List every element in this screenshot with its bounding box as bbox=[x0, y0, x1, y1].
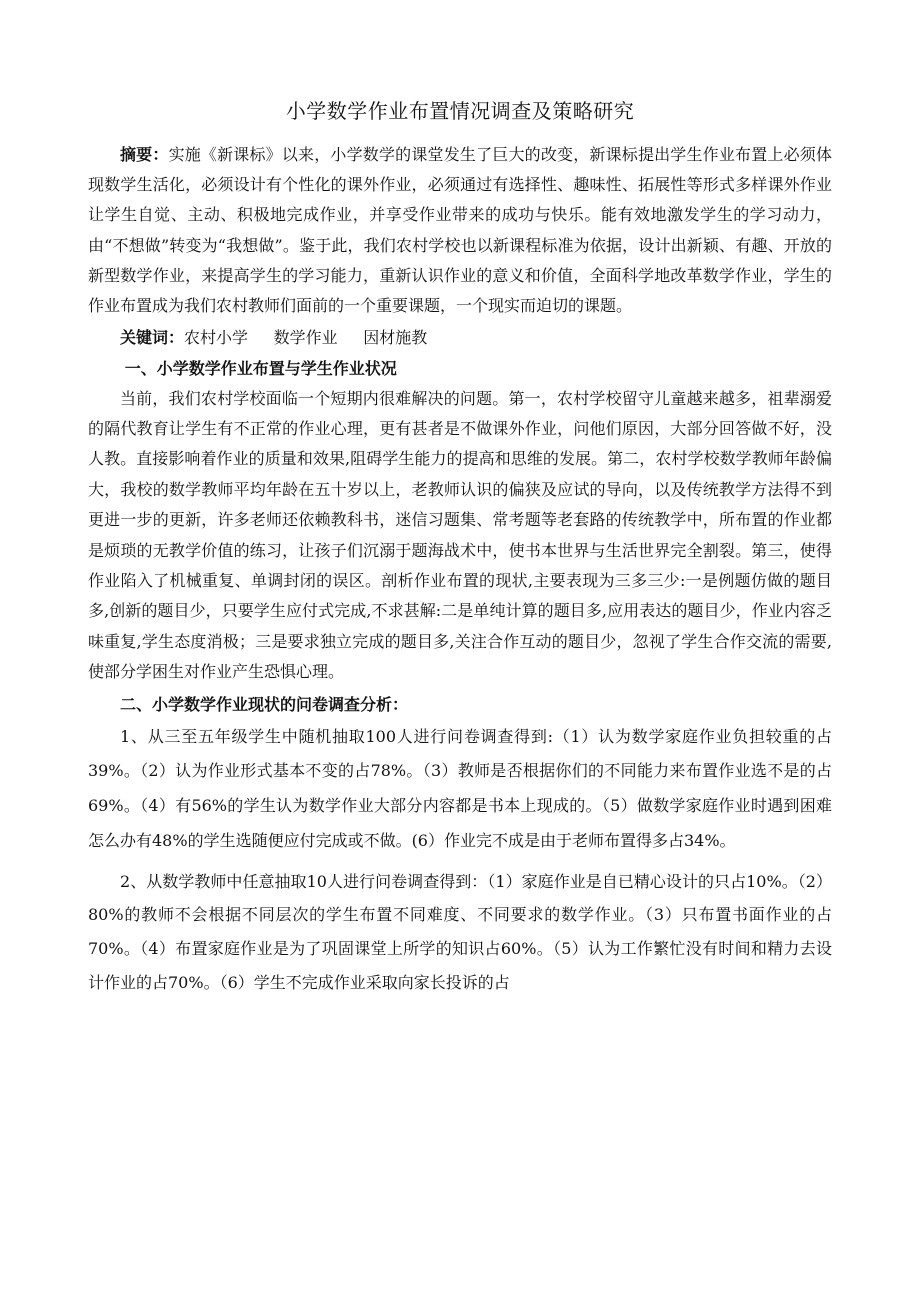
keyword-item: 数学作业 bbox=[273, 328, 338, 348]
abstract-text: 实施《新课标》以来，小学数学的课堂发生了巨大的改变，新课标提出学生作业布置上必须体现数学生活化，必须设计有个性化的课外作业，必须通过有选择性、趣味性、拓展性等形式多样课外作业让学生自觉、主动、积极地完成作业，并享受作业带来的成功与快乐。能有效地激发学生的学习动力，由“不想做”转变为“我想做”。鉴于此，我们农村学校也以新课程标准为依据，设计出新颖、有趣、开放的新型数学作业，来提高学生的学习能力，重新认识作业的意义和价值，全面科学地改革数学作业，学生的作业布置成为我们农村教师们面前的一个重要课题，一个现实而迫切的课题。 bbox=[88, 145, 832, 316]
abstract-label: 摘要： bbox=[120, 145, 169, 164]
section-one-paragraph: 当前，我们农村学校面临一个短期内很难解决的问题。第一，农村学校留守儿童越来越多，祖辈溺爱的隔代教育让学生有不正常的作业心理，更有甚者是不做课外作业，问他们原因，大部分回答做不好，没人教。直接影响着作业的质量和效果,阻碍学生能力的提高和思维的发展。第二，农村学校数学教师年龄偏大，我校的数学教师平均年龄在五十岁以上，老教师认识的偏狭及应试的导向，以及传统教学方法得不到更进一步的更新，许多老师还依赖教科书，迷信习题集、常考题等老套路的传统教学中，所布置的作业都是烦琐的无教学价值的练习，让孩子们沉溺于题海战术中，使书本世界与生活世界完全割裂。第三，使得作业陷入了机械重复、单调封闭的误区。剖析作业布置的现状,主要表现为三多三少:一是例题仿做的题目多,创新的题目少，只要学生应付式完成,不求甚解:二是单纯计算的题目多,应用表达的题目少，作业内容乏味重复,学生态度消极；三是要求独立完成的题目多,关注合作互动的题目少，忽视了学生合作交流的需要,使部分学困生对作业产生恐惧心理。 bbox=[88, 388, 832, 682]
student-survey-paragraph: 1、从三至五年级学生中随机抽取100人进行问卷调查得到:（1）认为数学家庭作业负担较重的占39%。（2）认为作业形式基本不变的占78%。（3）教师是否根据你们的不同能力来布置作业选不是的占69%。（4）有56%的学生认为数学作业大部分内容都是书本上现成的。（5）做数学家庭作业时遇到困难怎么办有48%的学生选随便应付完成或不做。(6）作业完不成是由于老师布置得多占34%。 bbox=[88, 726, 832, 851]
section-one-heading: 一、小学数学作业布置与学生作业状况 bbox=[124, 358, 397, 378]
section-two-heading: 二、小学数学作业现状的问卷调查分析： bbox=[120, 694, 409, 714]
keywords-line bbox=[88, 323, 832, 353]
document-title: 小学数学作业布置情况调查及策略研究 bbox=[285, 99, 635, 123]
keywords-label: 关键词： bbox=[120, 328, 185, 348]
keyword-item: 因材施教 bbox=[363, 328, 428, 348]
abstract-paragraph bbox=[88, 140, 832, 321]
keyword-item: 农村小学 bbox=[184, 328, 249, 348]
document-page bbox=[88, 96, 832, 999]
teacher-survey-paragraph: 2、从数学教师中任意抽取10人进行问卷调查得到：（1）家庭作业是自已精心设计的只占10%。（2）80%的教师不会根据不同层次的学生布置不同难度、不同要求的数学作业。（3）只布置书面作业的占70%。（4）布置家庭作业是为了巩固课堂上所学的知识占60%。（5）认为工作繁忙没有时间和精力去设计作业的占70%。（6）学生不完成作业采取向家长投诉的占 bbox=[88, 871, 832, 992]
